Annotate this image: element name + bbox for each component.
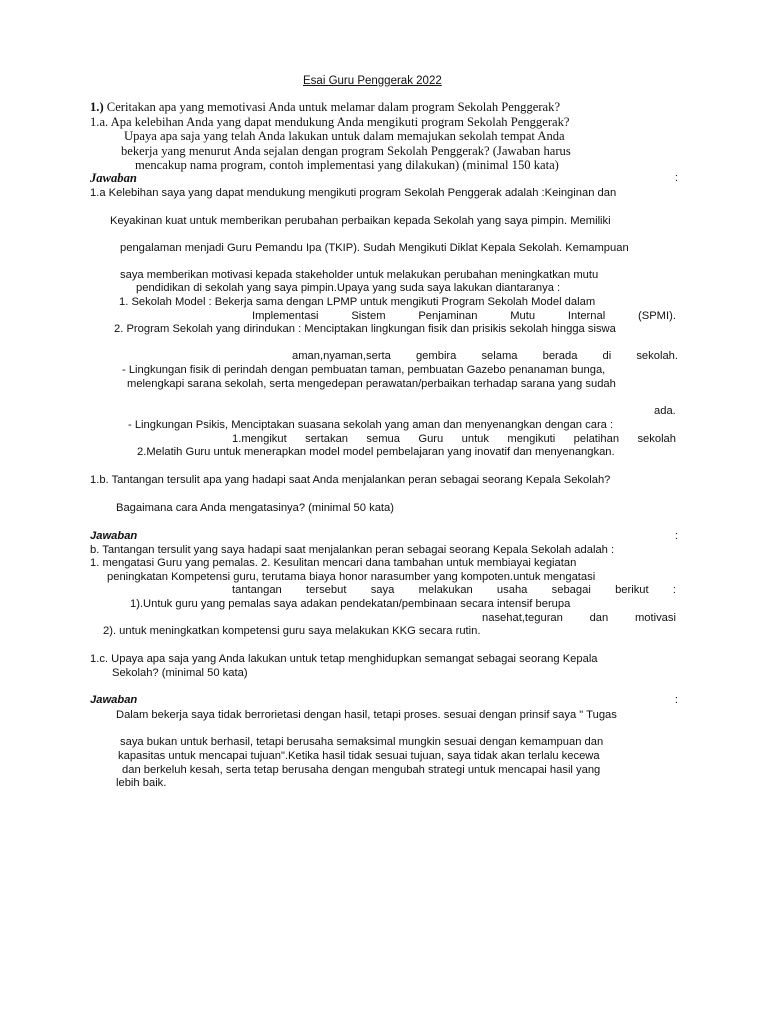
answer-1a-line: ada. [654, 405, 676, 417]
word: sertakan [305, 433, 349, 445]
question-1a-line: 1.a. Apa kelebihan Anda yang dapat mendukung Anda mengikuti program Sekolah Penggerak? [90, 115, 570, 129]
word: Implementasi [252, 310, 319, 322]
word: mengikuti [507, 433, 556, 445]
question-1a-line: bekerja yang menurut Anda sejalan dengan program Sekolah Penggerak? (Jawaban harus [121, 144, 571, 158]
word: nasehat,teguran [482, 612, 563, 624]
word: gembira [415, 350, 457, 362]
answer-1a-line: 2. Program Sekolah yang dirindukan : Menciptakan lingkungan fisik dan prisikis sekolah hingga siswa [114, 323, 616, 335]
answer-1b-line: 1. mengatasi Guru yang pemalas. 2. Kesulitan mencari dana tambahan untuk membiayai kegiatan [90, 557, 577, 569]
colon: : [674, 172, 678, 184]
answer-1a-justified-line [252, 309, 676, 323]
word: untuk [461, 433, 489, 445]
answer-1b-justified-line [482, 611, 676, 625]
word: 1.mengikut [232, 433, 287, 445]
answer-1b-line: b. Tantangan tersulit yang saya hadapi saat menjalankan peran sebagai seorang Kepala Sekolah adalah : [90, 544, 615, 556]
word: melakukan [418, 584, 473, 596]
question-1b-line: Bagaimana cara Anda mengatasinya? (minimal 50 kata) [116, 502, 394, 514]
answer-label-row [90, 529, 678, 543]
answer-1a-line: saya memberikan motivasi kepada stakeholder untuk melakukan perubahan meningkatkan mutu [120, 269, 599, 281]
question-1 [90, 100, 560, 114]
answer-1a-justified-line [292, 349, 678, 363]
word: sekolah. [636, 350, 678, 362]
answer-1c-line: kapasitas untuk mencapai tujuan".Ketika hasil tidak sesuai tujuan, saya tidak akan terlalu kecewa [118, 750, 600, 762]
word: sekolah [637, 433, 676, 445]
answer-1a-line: 2.Melatih Guru untuk menerapkan model model pembelajaran yang inovatif dan menyenangkan. [137, 446, 615, 458]
answer-label: Jawaban [90, 530, 138, 542]
question-1a-line: mencakup nama program, contoh implementasi yang dilakukan) (minimal 150 kata) [135, 158, 559, 172]
question-1b-line: 1.b. Tantangan tersulit apa yang hadapi saat Anda menjalankan peran sebagai seorang Kepala Sekolah? [90, 474, 611, 486]
answer-1a-line: - Lingkungan Psikis, Menciptakan suasana sekolah yang aman dan menyenangkan dengan cara : [128, 419, 614, 431]
answer-1b-justified-line [232, 583, 676, 597]
word: Penjaminan [418, 310, 478, 322]
answer-1a-line: melengkapi sarana sekolah, serta mengedepan perawatan/perbaikan terhadap sarana yang sudah [127, 378, 616, 390]
word: selama [481, 350, 518, 362]
answer-1b-line: peningkatan Kompetensi guru, terutama biaya honor narasumber yang kompoten.untuk mengatasi [107, 571, 596, 583]
answer-label: Jawaban [90, 171, 137, 185]
answer-1a-line: pengalaman menjadi Guru Pemandu Ipa (TKIP). Sudah Mengikuti Diklat Kepala Sekolah. Kemampuan [120, 242, 629, 254]
word: Guru [418, 433, 444, 445]
question-1c-line: 1.c. Upaya apa saja yang Anda lakukan untuk tetap menghidupkan semangat sebagai seorang Kepala [90, 653, 598, 665]
question-1a-line: Upaya apa saja yang telah Anda lakukan untuk dalam memajukan sekolah tempat Anda [124, 129, 565, 143]
answer-label-row [90, 171, 678, 185]
word: motivasi [634, 612, 676, 624]
answer-1c-line: saya bukan untuk berhasil, tetapi berusaha semaksimal mungkin sesuai dengan kemampuan dan [120, 736, 604, 748]
answer-1a-line: Keyakinan kuat untuk memberikan perubahan perbaikan kepada Sekolah yang saya pimpin. Memiliki [110, 215, 611, 227]
question-1c-line: Sekolah? (minimal 50 kata) [112, 667, 248, 679]
word: berada [542, 350, 578, 362]
word: berikut [615, 584, 649, 596]
page-title: Esai Guru Penggerak 2022 [303, 75, 442, 87]
answer-1a-line: 1. Sekolah Model : Bekerja sama dengan LPMP untuk mengikuti Program Sekolah Model dalam [119, 296, 596, 308]
answer-1c-line: Dalam bekerja saya tidak berrorietasi dengan hasil, tetapi proses. sesuai dengan prinsif saya " Tugas [116, 709, 617, 721]
answer-1a-line: pendidikan di sekolah yang saya pimpin.Upaya yang suda saya lakukan diantaranya : [136, 282, 561, 294]
answer-1a-line: - Lingkungan fisik di perindah dengan pembuatan taman, pembuatan Gazebo penanaman bunga, [122, 364, 606, 376]
word: : [672, 584, 676, 596]
answer-1c-line: dan berkeluh kesah, serta tetap berusaha dengan mengubah strategi untuk mencapai hasil yang [122, 764, 601, 776]
word: Mutu [510, 310, 536, 322]
word: pelatihan [573, 433, 620, 445]
answer-1a-justified-line [232, 432, 676, 446]
word: sebagai [551, 584, 591, 596]
colon: : [674, 530, 678, 542]
colon: : [674, 694, 678, 706]
word: usaha [496, 584, 528, 596]
answer-1a-line: 1.a Kelebihan saya yang dapat mendukung mengikuti program Sekolah Penggerak adalah :Keinginan dan [90, 187, 617, 199]
word: tersebut [306, 584, 347, 596]
word: Sistem [351, 310, 386, 322]
question-text: Ceritakan apa yang memotivasi Anda untuk melamar dalam program Sekolah Penggerak? [106, 100, 561, 114]
word: dan [589, 612, 609, 624]
word: semua [366, 433, 400, 445]
word: saya [370, 584, 395, 596]
answer-label: Jawaban [90, 694, 138, 706]
answer-1b-line: 1).Untuk guru yang pemalas saya adakan pendekatan/pembinaan secara intensif berupa [130, 598, 571, 610]
word: di [602, 350, 612, 362]
word: aman,nyaman,serta [292, 350, 391, 362]
question-number: 1.) [90, 100, 104, 114]
word: (SPMI). [638, 310, 676, 322]
answer-1b-line: 2). untuk meningkatkan kompetensi guru saya melakukan KKG secara rutin. [103, 625, 481, 637]
word: tantangan [232, 584, 282, 596]
answer-label-row [90, 693, 678, 707]
word: Internal [567, 310, 606, 322]
answer-1c-line: lebih baik. [116, 777, 167, 789]
